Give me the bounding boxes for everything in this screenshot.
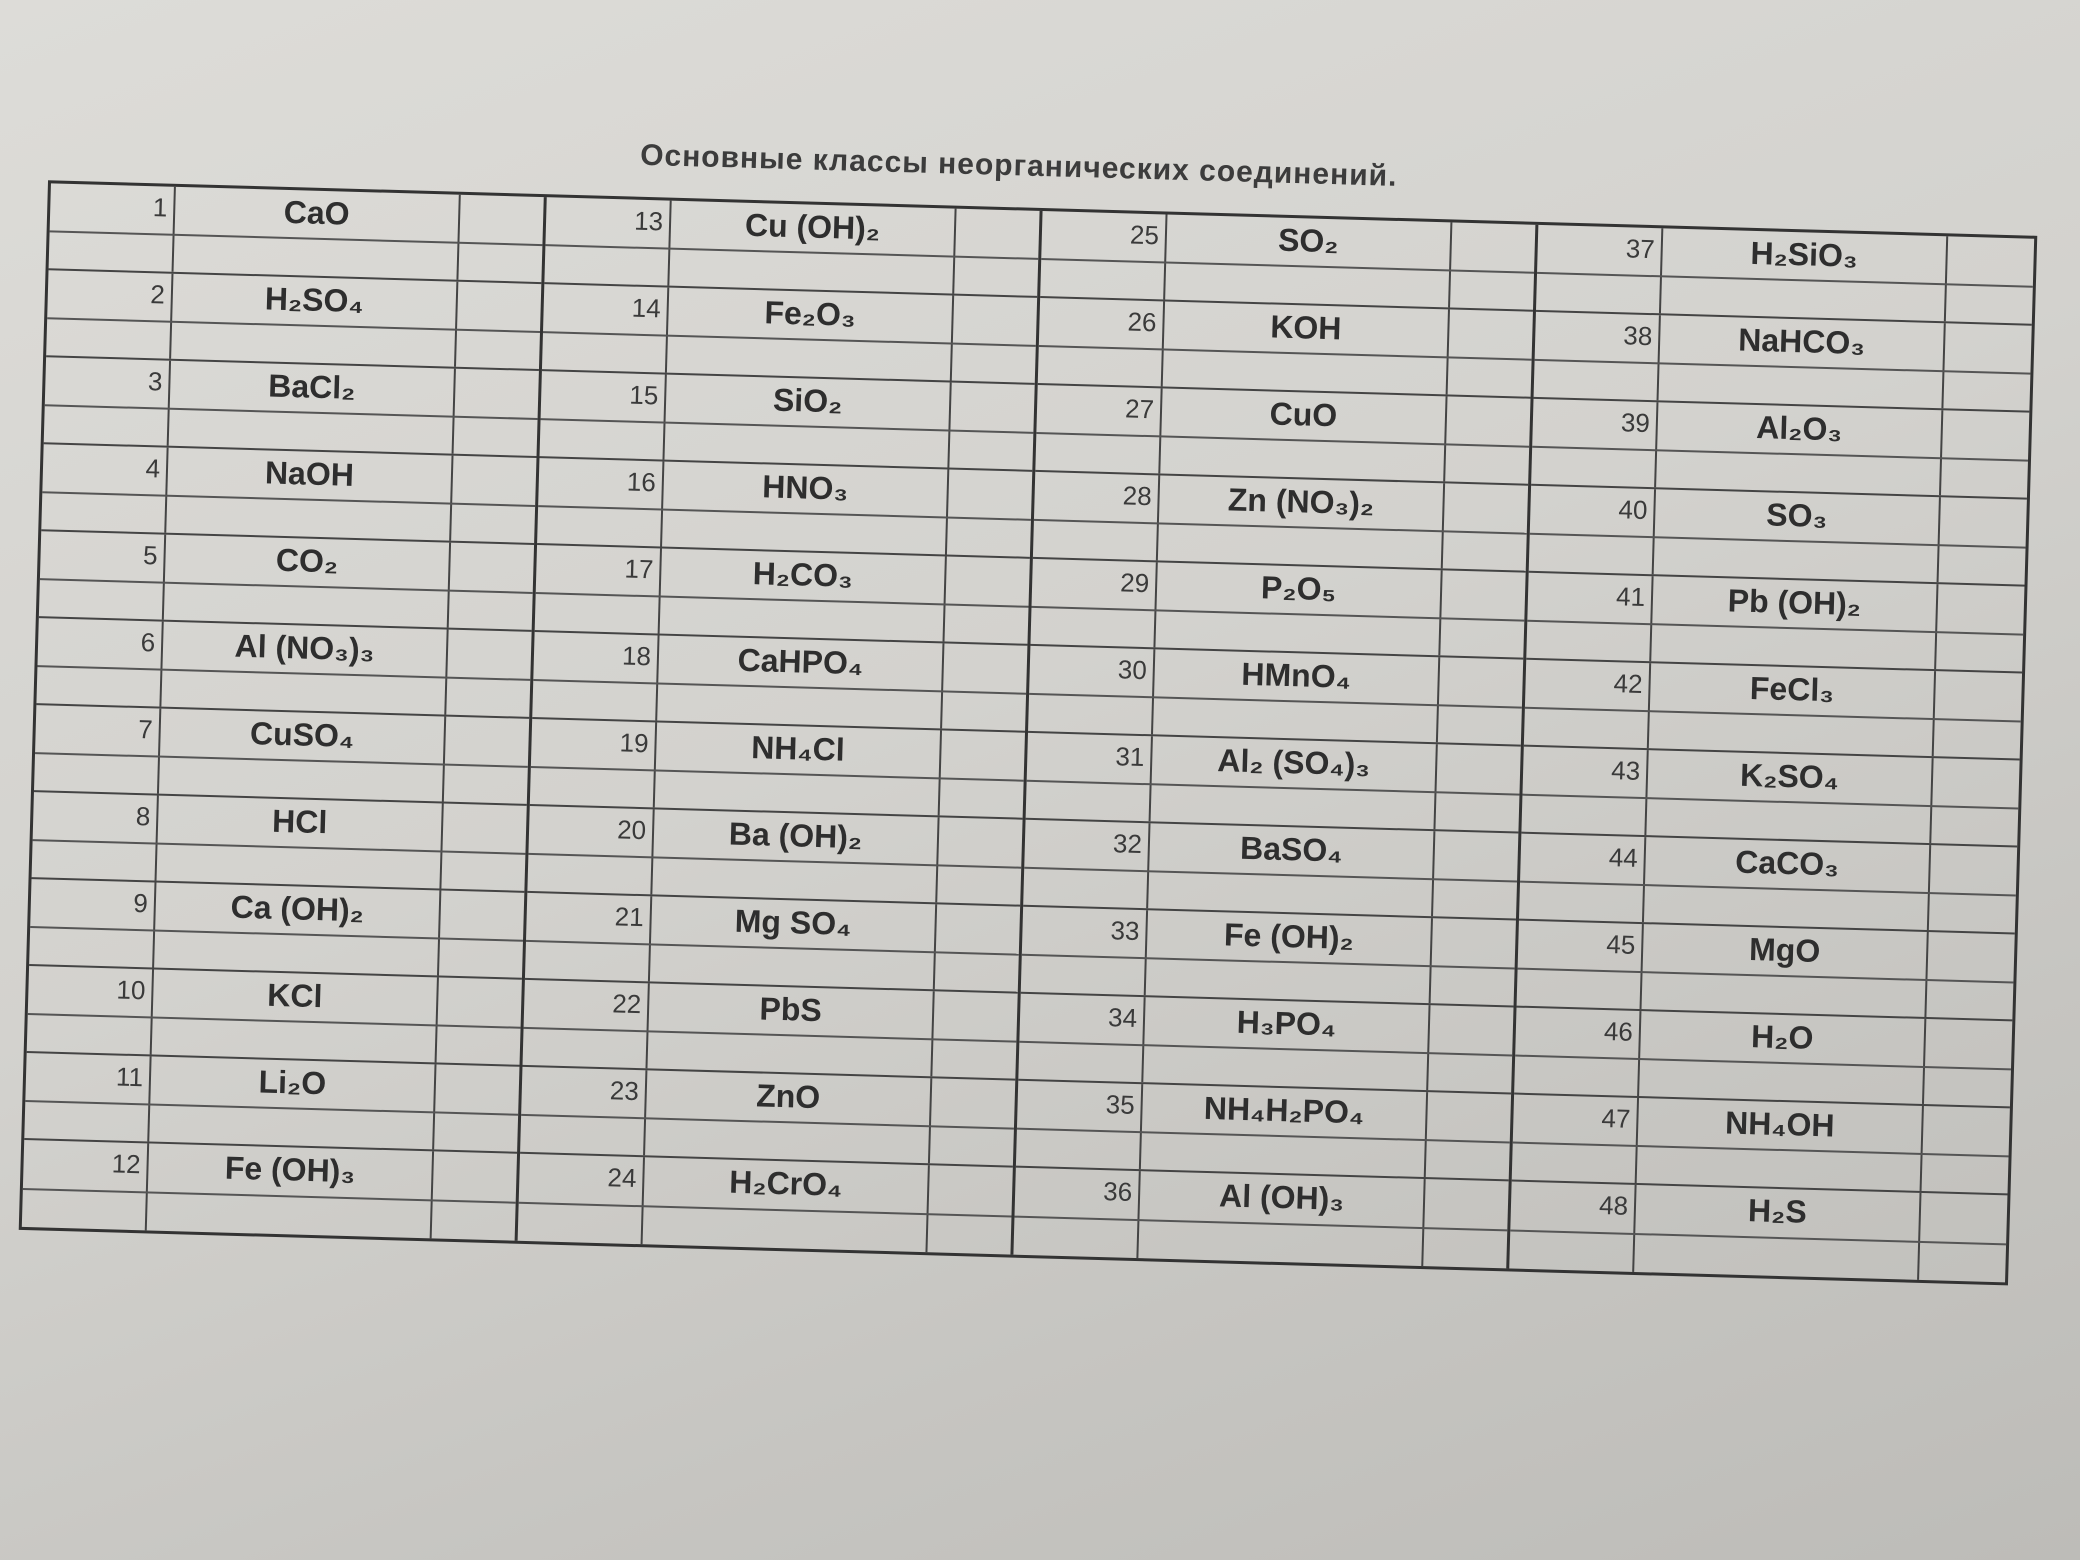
compound-formula: CaCO₃ bbox=[1644, 837, 1931, 930]
answer-cell bbox=[1934, 671, 2022, 758]
compound-number: 21 bbox=[525, 893, 652, 981]
table-row bbox=[1514, 1008, 2012, 1109]
table-column bbox=[518, 197, 1043, 1254]
compound-number: 44 bbox=[1519, 834, 1646, 922]
answer-cell bbox=[1423, 1179, 1508, 1268]
compound-number: 46 bbox=[1514, 1008, 1641, 1096]
table-row bbox=[22, 1140, 517, 1241]
compound-number: 48 bbox=[1509, 1182, 1636, 1272]
answer-cell bbox=[1431, 918, 1516, 1005]
compound-formula: Al (OH)₃ bbox=[1138, 1171, 1425, 1266]
compound-formula: CO₂ bbox=[164, 535, 451, 628]
table-row bbox=[1016, 1081, 1511, 1182]
compound-number: 42 bbox=[1524, 660, 1651, 748]
table-row bbox=[537, 458, 1032, 559]
table-row bbox=[24, 1053, 519, 1154]
compound-formula: Pb (OH)₂ bbox=[1651, 576, 1938, 669]
compound-formula: H₂CrO₄ bbox=[643, 1157, 930, 1252]
answer-cell bbox=[952, 296, 1037, 383]
compound-formula: Cu (OH)₂ bbox=[669, 201, 956, 294]
compound-formula: SO₂ bbox=[1165, 215, 1452, 308]
compound-formula: KOH bbox=[1163, 301, 1450, 394]
answer-cell bbox=[927, 1165, 1012, 1254]
compound-number: 9 bbox=[29, 879, 156, 967]
table-row bbox=[535, 545, 1030, 646]
compound-number: 14 bbox=[542, 284, 669, 372]
compound-formula: BaCl₂ bbox=[169, 361, 456, 454]
compound-number: 8 bbox=[32, 792, 159, 880]
answer-cell bbox=[942, 643, 1027, 730]
compound-number: 31 bbox=[1026, 733, 1153, 821]
compound-formula: HCl bbox=[157, 796, 444, 889]
answer-cell bbox=[456, 282, 541, 369]
compound-number: 10 bbox=[27, 966, 154, 1054]
compound-formula: NH₄Cl bbox=[655, 722, 942, 815]
table-row bbox=[542, 284, 1037, 385]
compound-formula: HMnO₄ bbox=[1153, 649, 1440, 742]
answer-cell bbox=[1438, 657, 1523, 744]
compound-formula: SiO₂ bbox=[664, 375, 951, 468]
compound-number: 16 bbox=[537, 458, 664, 546]
answer-cell bbox=[1943, 323, 2031, 410]
answer-cell bbox=[1919, 1193, 2007, 1282]
compound-formula: NH₄H₂PO₄ bbox=[1141, 1084, 1428, 1177]
compound-number: 35 bbox=[1016, 1081, 1143, 1169]
table-row bbox=[1519, 834, 2017, 935]
worksheet bbox=[8, 110, 2060, 1326]
compound-number: 25 bbox=[1040, 211, 1167, 299]
compound-number: 12 bbox=[22, 1140, 149, 1230]
compound-formula: P₂O₅ bbox=[1155, 562, 1442, 655]
answer-cell bbox=[949, 383, 1034, 470]
compound-number: 19 bbox=[530, 719, 657, 807]
compound-number: 5 bbox=[39, 531, 166, 619]
answer-cell bbox=[1939, 497, 2027, 584]
table-row bbox=[1035, 385, 1530, 486]
answer-cell bbox=[947, 470, 1032, 557]
compound-formula: Fe (OH)₂ bbox=[1146, 910, 1433, 1003]
table-row bbox=[1509, 1182, 2007, 1283]
compound-formula: Ca (OH)₂ bbox=[154, 883, 441, 976]
compounds-table bbox=[19, 180, 2038, 1285]
compound-formula: NaOH bbox=[166, 448, 453, 541]
answer-cell bbox=[444, 717, 529, 804]
compound-number: 23 bbox=[520, 1067, 647, 1155]
table-row bbox=[46, 270, 541, 371]
answer-cell bbox=[441, 804, 526, 891]
table-row bbox=[525, 893, 1020, 994]
table-row bbox=[518, 1154, 1013, 1255]
compound-formula: Fe (OH)₃ bbox=[147, 1143, 434, 1238]
compound-number: 29 bbox=[1030, 559, 1157, 647]
answer-cell bbox=[945, 556, 1030, 643]
answer-cell bbox=[439, 891, 524, 978]
answer-cell bbox=[1924, 1019, 2012, 1106]
table-row bbox=[1529, 486, 2027, 587]
table-row bbox=[539, 371, 1034, 472]
table-row bbox=[1026, 733, 1521, 834]
compound-number: 24 bbox=[518, 1154, 645, 1244]
table-row bbox=[527, 806, 1022, 907]
answer-cell bbox=[1929, 845, 2017, 932]
answer-cell bbox=[935, 904, 1020, 991]
compound-formula: NH₄OH bbox=[1637, 1098, 1924, 1191]
compound-number: 26 bbox=[1038, 298, 1165, 386]
table-row bbox=[1021, 907, 1516, 1008]
compound-number: 37 bbox=[1536, 225, 1663, 313]
table-row bbox=[1038, 298, 1533, 399]
compound-formula: H₂CO₃ bbox=[660, 549, 947, 642]
table-row bbox=[1517, 921, 2015, 1022]
compound-number: 39 bbox=[1531, 399, 1658, 487]
compound-number: 17 bbox=[535, 545, 662, 633]
table-row bbox=[532, 632, 1027, 733]
table-row bbox=[1534, 312, 2032, 413]
compound-formula: Fe₂O₃ bbox=[667, 288, 954, 381]
table-row bbox=[32, 792, 527, 893]
table-row bbox=[1030, 559, 1525, 660]
answer-cell bbox=[1450, 222, 1535, 309]
table-row bbox=[1536, 225, 2034, 326]
compound-formula: H₃PO₄ bbox=[1143, 997, 1430, 1090]
table-row bbox=[1040, 211, 1535, 312]
compound-number: 38 bbox=[1534, 312, 1661, 400]
answer-cell bbox=[1433, 831, 1518, 918]
compound-number: 15 bbox=[540, 371, 667, 459]
table-row bbox=[1521, 747, 2019, 848]
compound-number: 11 bbox=[24, 1053, 151, 1141]
compound-number: 20 bbox=[527, 806, 654, 894]
table-row bbox=[34, 705, 529, 806]
table-row bbox=[1524, 660, 2022, 761]
compound-formula: NaHCO₃ bbox=[1659, 315, 1946, 408]
answer-cell bbox=[1946, 236, 2034, 323]
compound-formula: H₂O bbox=[1639, 1011, 1926, 1104]
answer-cell bbox=[1440, 570, 1525, 657]
answer-cell bbox=[1445, 396, 1530, 483]
compound-number: 2 bbox=[46, 270, 173, 358]
compound-number: 13 bbox=[544, 197, 671, 285]
compound-number: 45 bbox=[1517, 921, 1644, 1009]
table-row bbox=[1023, 820, 1518, 921]
compound-number: 40 bbox=[1529, 486, 1656, 574]
compound-formula: ZnO bbox=[645, 1070, 932, 1163]
answer-cell bbox=[937, 817, 1022, 904]
table-row bbox=[49, 183, 544, 284]
compound-number: 18 bbox=[532, 632, 659, 720]
table-row bbox=[1018, 994, 1513, 1095]
compound-formula: CuSO₄ bbox=[159, 709, 446, 802]
compound-formula: Al (NO₃)₃ bbox=[161, 622, 448, 715]
compound-number: 36 bbox=[1013, 1168, 1140, 1258]
compound-formula: Li₂O bbox=[149, 1056, 436, 1149]
table-row bbox=[1033, 472, 1528, 573]
compound-formula: HNO₃ bbox=[662, 462, 949, 555]
compound-formula: KCl bbox=[152, 970, 439, 1063]
compound-number: 27 bbox=[1035, 385, 1162, 473]
answer-cell bbox=[1936, 584, 2024, 671]
compound-formula: Ba (OH)₂ bbox=[652, 809, 939, 902]
answer-cell bbox=[932, 991, 1017, 1078]
answer-cell bbox=[1428, 1005, 1513, 1092]
compound-number: 28 bbox=[1033, 472, 1160, 560]
table-row bbox=[1013, 1168, 1508, 1269]
compound-number: 6 bbox=[36, 618, 163, 706]
compound-number: 43 bbox=[1521, 747, 1648, 835]
answer-cell bbox=[434, 1064, 519, 1151]
compound-number: 3 bbox=[44, 357, 171, 445]
compound-number: 7 bbox=[34, 705, 161, 793]
answer-cell bbox=[1931, 758, 2019, 845]
compound-number: 22 bbox=[523, 980, 650, 1068]
answer-cell bbox=[930, 1078, 1015, 1165]
compound-formula: H₂SO₄ bbox=[171, 274, 458, 367]
answer-cell bbox=[446, 630, 531, 717]
compound-formula: FeCl₃ bbox=[1649, 663, 1936, 756]
table-row bbox=[1531, 399, 2029, 500]
compound-formula: H₂SiO₃ bbox=[1661, 228, 1948, 321]
answer-cell bbox=[432, 1151, 517, 1240]
table-row bbox=[544, 197, 1039, 298]
compound-formula: Mg SO₄ bbox=[650, 896, 937, 989]
table-column bbox=[1013, 211, 1538, 1268]
answer-cell bbox=[1941, 410, 2029, 497]
table-row bbox=[1526, 573, 2024, 674]
answer-cell bbox=[1443, 483, 1528, 570]
table-row bbox=[1512, 1095, 2010, 1196]
compound-formula: CuO bbox=[1160, 388, 1447, 481]
table-row bbox=[520, 1067, 1015, 1168]
compound-formula: PbS bbox=[647, 983, 934, 1076]
table-row bbox=[27, 966, 522, 1067]
answer-cell bbox=[437, 977, 522, 1064]
compound-formula: K₂SO₄ bbox=[1646, 750, 1933, 843]
answer-cell bbox=[954, 209, 1039, 296]
answer-cell bbox=[1426, 1092, 1511, 1179]
compound-formula: CaO bbox=[174, 187, 461, 280]
compound-number: 47 bbox=[1512, 1095, 1639, 1183]
answer-cell bbox=[458, 195, 543, 282]
answer-cell bbox=[1448, 309, 1533, 396]
table-row bbox=[44, 357, 539, 458]
compound-formula: Zn (NO₃)₂ bbox=[1158, 475, 1445, 568]
table-row bbox=[1028, 646, 1523, 747]
compound-number: 30 bbox=[1028, 646, 1155, 734]
answer-cell bbox=[940, 730, 1025, 817]
compound-number: 32 bbox=[1023, 820, 1150, 908]
answer-cell bbox=[449, 543, 534, 630]
compound-formula: Al₂O₃ bbox=[1656, 402, 1943, 495]
answer-cell bbox=[454, 369, 539, 456]
table-column bbox=[22, 183, 547, 1240]
compound-number: 41 bbox=[1526, 573, 1653, 661]
compound-formula: BaSO₄ bbox=[1148, 823, 1435, 916]
answer-cell bbox=[1435, 744, 1520, 831]
answer-cell bbox=[451, 456, 536, 543]
compound-formula: H₂S bbox=[1634, 1185, 1921, 1280]
table-column bbox=[1509, 225, 2034, 1282]
answer-cell bbox=[1922, 1106, 2010, 1193]
table-row bbox=[41, 444, 536, 545]
compound-number: 4 bbox=[41, 444, 168, 532]
compound-formula: SO₃ bbox=[1654, 489, 1941, 582]
table-row bbox=[530, 719, 1025, 820]
compound-formula: Al₂ (SO₄)₃ bbox=[1151, 736, 1438, 829]
compound-number: 1 bbox=[49, 183, 176, 271]
table-row bbox=[29, 879, 524, 980]
table-row bbox=[36, 618, 531, 719]
table-row bbox=[39, 531, 534, 632]
table-row bbox=[522, 980, 1017, 1081]
compound-number: 34 bbox=[1018, 994, 1145, 1082]
page-title: Основные классы неорганических соединений. bbox=[639, 138, 1398, 193]
compound-number: 33 bbox=[1021, 907, 1148, 995]
compound-formula: MgO bbox=[1642, 924, 1929, 1017]
compound-formula: CaHPO₄ bbox=[657, 636, 944, 729]
answer-cell bbox=[1926, 932, 2014, 1019]
